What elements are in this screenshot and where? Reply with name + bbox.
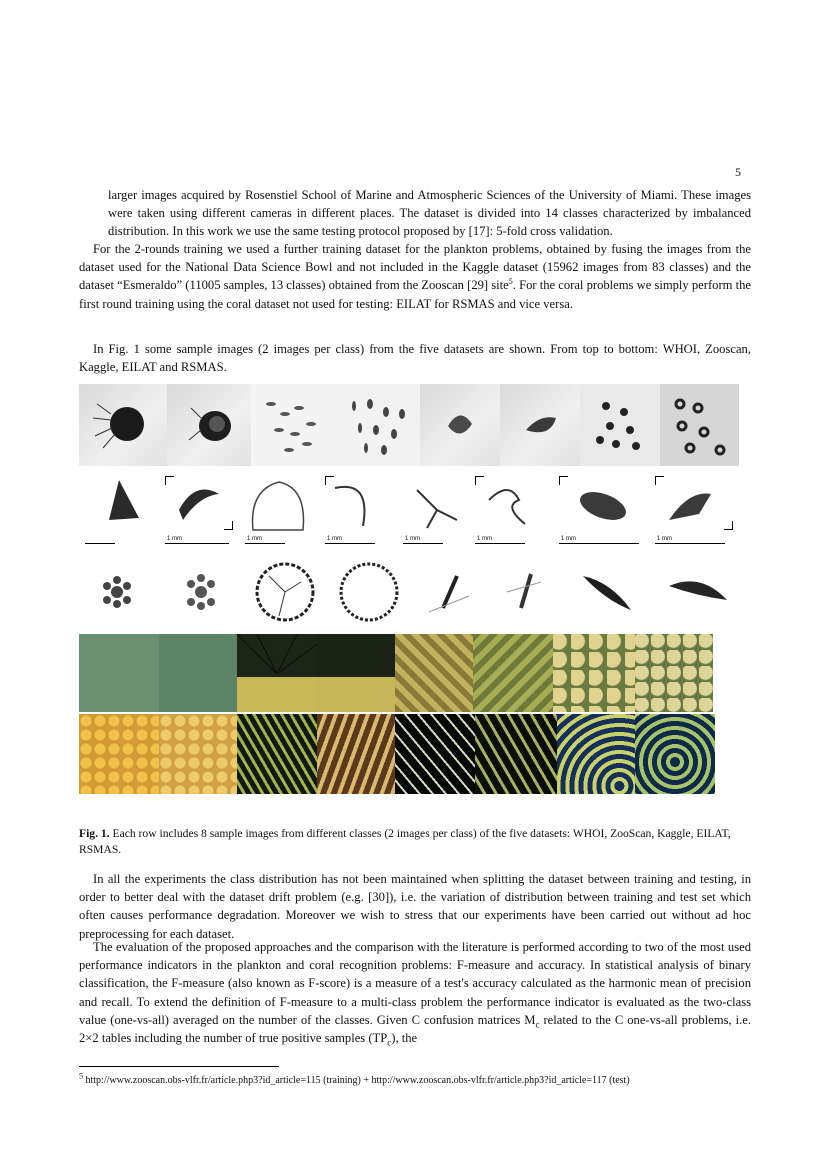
kaggle-image-8 [651,552,739,632]
rsmas-image-8 [635,714,715,794]
row-zooscan [79,470,739,550]
paragraph-evaluation [79,938,751,1047]
paragraph-experiments: In all the experiments the class distribution has not been maintained when splitting the dataset between training and testing, in order to better deal with the dataset drift problem (e.g. [30]), i.e. the variation of distribution between training and test set which often causes performance degradation. Moreover we wish to stress that our experiments have been carried out without ad hoc preprocessing for each dataset. [79,872,751,941]
footnote-ref[interactable]: 5 [508,277,513,287]
eilat-image-3 [237,634,317,712]
zooscan-image-3 [239,470,319,550]
whoi-image-5 [420,384,500,466]
corner-mark [475,476,484,485]
rsmas-image-7 [557,714,635,794]
kaggle-image-7 [561,552,651,632]
kaggle-image-4 [329,552,409,632]
footnote-mark: 5 [79,1071,83,1081]
page-number: 5 [735,165,741,179]
paragraph-evaluation-middle: related to the C one-vs-all problems, i.e. 2×2 tables including the number of true positive samples (TP [79,1012,751,1046]
paragraph-figure-intro: In Fig. 1 some sample images (2 images per class) from the five datasets are shown. From top to bottom: WHOI, Zooscan, Kaggle, EILAT and RSMAS. [79,342,751,375]
subscript-c: c [387,1037,392,1048]
scale-bar [325,543,375,544]
scale-label: 1 mm [477,536,492,542]
corner-mark [224,521,233,530]
caption-label: Fig. 1. [79,827,110,840]
paragraph-training [79,240,751,313]
scale-label: 1 mm [561,536,576,542]
zooscan-image-7 [553,470,649,550]
eilat-image-4 [317,634,395,712]
zooscan-image-2 [159,470,239,550]
footnote-divider [79,1066,279,1067]
footnote [79,1071,779,1086]
scale-bar [655,543,725,544]
whoi-image-7 [580,384,660,466]
corner-mark [559,476,568,485]
eilat-image-6 [473,634,553,712]
kaggle-image-1 [79,552,159,632]
zooscan-image-1 [79,470,159,550]
paragraph-evaluation-text: The evaluation of the proposed approaches and the comparison with the literature is performed according to two of the most used performance indicators in the plankton and coral recognition problems: F-measure and accuracy. In statistical analysis of binary classification, the F-measure (also known as F-score) is a measure of a test's accuracy calculated as the harmonic mean of precision and recall. To extend the definition of F-measure to a multi-class problem the performance indicator is evaluated as the two-class value (one-vs-all) averaged on the number of the classes. Given C confusion matrices M [79,940,751,1027]
zooscan-image-4 [319,470,397,550]
row-eilat [79,634,739,712]
paragraph-training-tail: . For the coral problems we simply perform the first round training using the coral dataset not used for testing: EILAT for RSMAS and vice versa. [79,278,751,311]
whoi-image-4 [336,384,420,466]
row-rsmas [79,714,739,794]
row-kaggle [79,552,739,632]
eilat-image-5 [395,634,473,712]
whoi-image-8 [660,384,739,466]
corner-mark [724,521,733,530]
whoi-image-2 [167,384,251,466]
rsmas-image-2 [159,714,237,794]
eilat-image-1 [79,634,159,712]
corner-mark [655,476,664,485]
figure-caption [79,826,751,858]
subscript-c: c [535,1019,540,1030]
row-whoi [79,384,739,466]
kaggle-image-3 [239,552,329,632]
zooscan-image-8 [649,470,739,550]
eilat-image-7 [553,634,635,712]
zooscan-image-5 [397,470,469,550]
caption-text: Each row includes 8 sample images from different classes (2 images per class) of the five datasets: WHOI, ZooScan, Kaggle, EILAT, RSMAS. [79,827,731,856]
scale-bar [245,543,285,544]
scale-bar [403,543,443,544]
scale-label: 1 mm [405,536,420,542]
whoi-image-6 [500,384,580,466]
scale-label: 1 mm [657,536,672,542]
rsmas-image-1 [79,714,159,794]
paragraph-training-text: For the 2-rounds training we used a further training dataset for the plankton problems, obtained by fusing the images from the dataset used for the National Data Science Bowl and not included in the Kaggle dataset (15962 images from 83 classes) and the dataset “Esmeraldo” (11005 samples, 13 classes) obtained from the Zooscan [29] site [79,242,751,293]
footnote-text[interactable]: http://www.zooscan.obs-vlfr.fr/article.php3?id_article=115 (training) + http://www.zooscan.obs-vlfr.fr/article.php3?id_article=117 (test) [83,1075,630,1086]
scale-bar [85,543,115,544]
kaggle-image-5 [409,552,491,632]
whoi-image-3 [251,384,336,466]
corner-mark [165,476,174,485]
eilat-image-8 [635,634,713,712]
scale-bar [559,543,639,544]
scale-label: 1 mm [247,536,262,542]
scale-bar [165,543,229,544]
rsmas-image-5 [395,714,475,794]
whoi-image-1 [79,384,167,466]
paragraph-continued: larger images acquired by Rosenstiel School of Marine and Atmospheric Sciences of the University of Miami. These images were taken using different cameras in different places. The dataset is divided into 14 classes characterized by imbalanced distribution. In this work we use the same testing protocol proposed by [17]: 5-fold cross validation. [108,188,751,239]
rsmas-image-3 [237,714,317,794]
scale-label: 1 mm [167,536,182,542]
rsmas-image-4 [317,714,395,794]
kaggle-image-2 [159,552,239,632]
rsmas-image-6 [475,714,557,794]
scale-label: 1 mm [327,536,342,542]
paragraph-evaluation-tail: ), the [391,1031,418,1046]
figure-1 [79,384,739,794]
eilat-image-2 [159,634,237,712]
corner-mark [325,476,334,485]
scale-bar [475,543,525,544]
kaggle-image-6 [491,552,561,632]
zooscan-image-6 [469,470,553,550]
